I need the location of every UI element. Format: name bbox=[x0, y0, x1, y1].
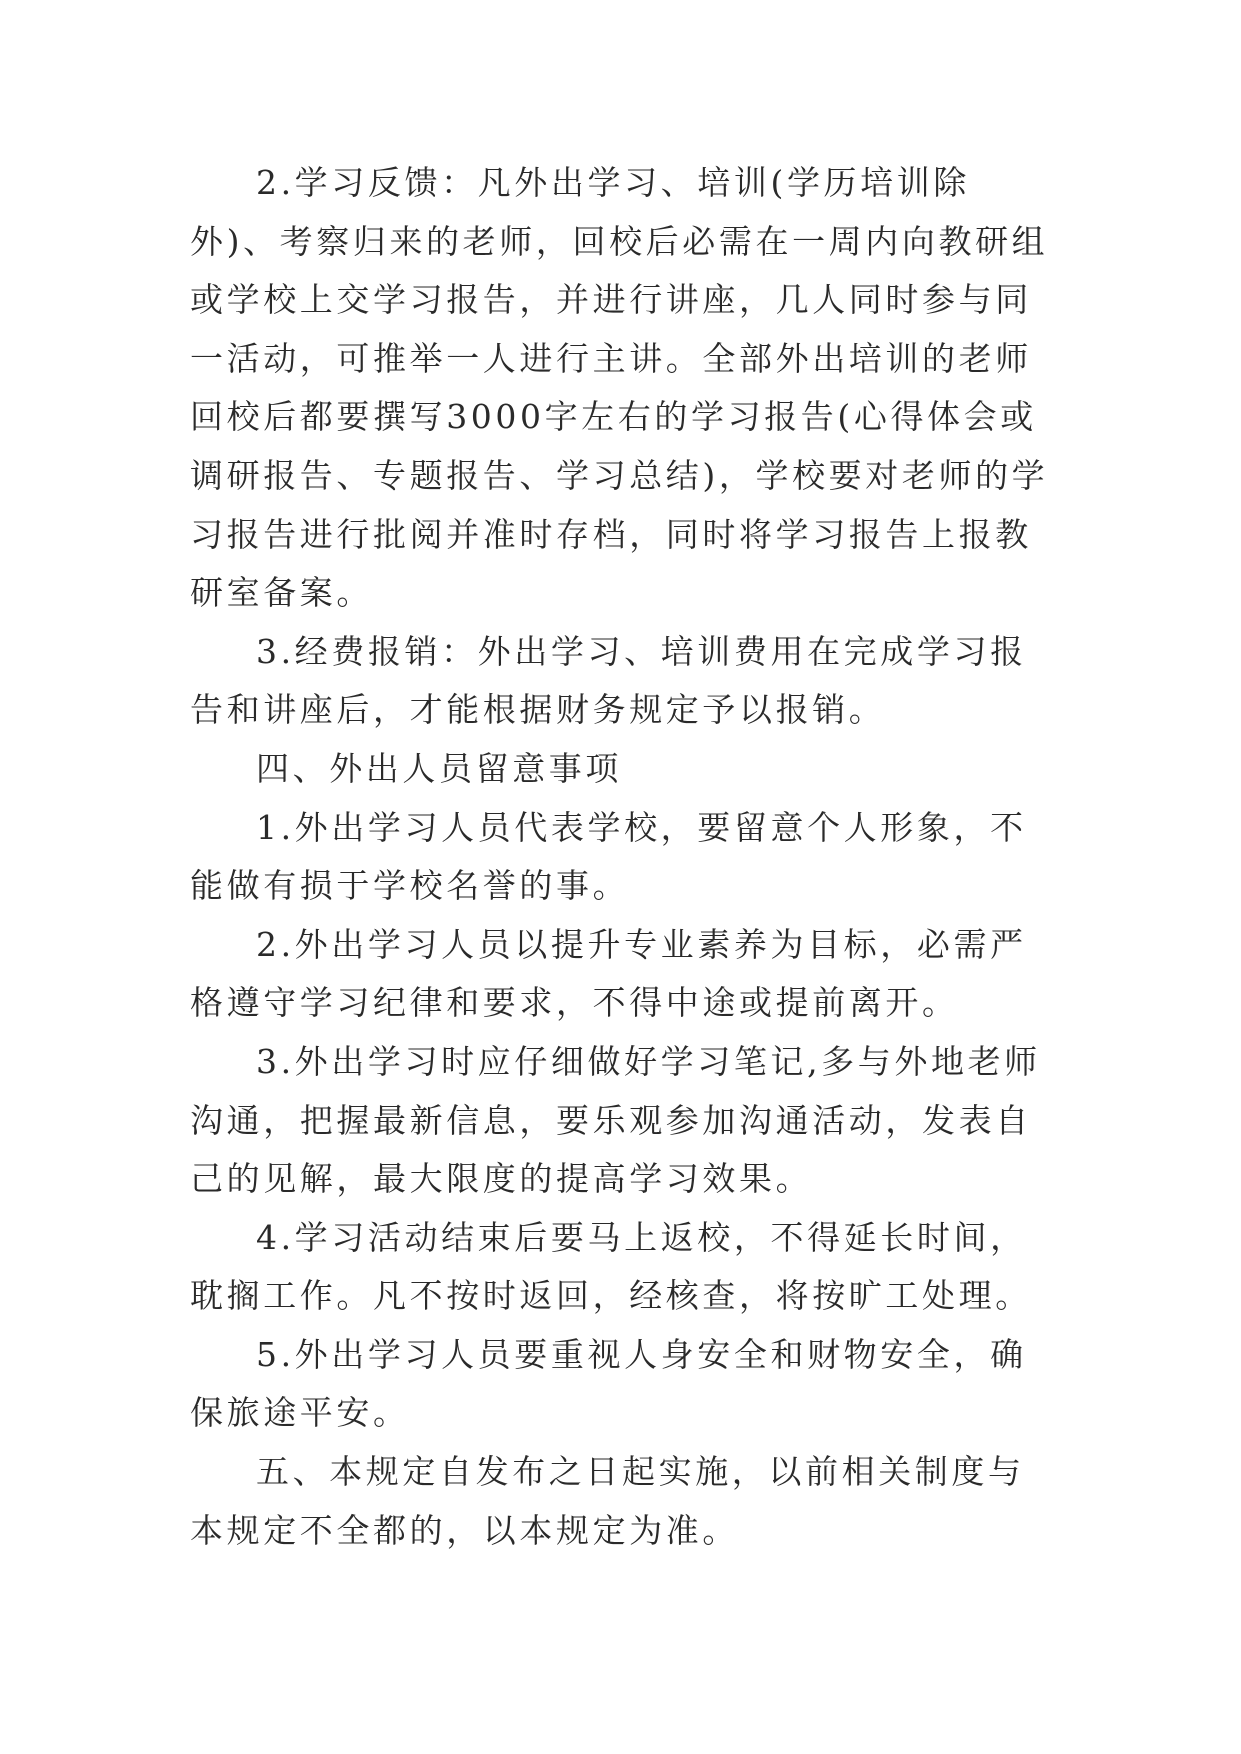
paragraph-note-3: 3.外出学习时应仔细做好学习笔记,多与外地老师沟通，把握最新信息，要乐观参加沟通活动，发表自己的见解，最大限度的提高学习效果。 bbox=[190, 1041, 1041, 1199]
section-heading-notes: 四、外出人员留意事项 bbox=[256, 748, 622, 788]
paragraph-learning-feedback: 2.学习反馈：凡外出学习、培训(学历培训除外)、考察归来的老师，回校后必需在一周内向教研组或学校上交学习报告，并进行讲座，几人同时参与同一活动，可推举一人进行主讲。全部外出培训的老师回校后都要撰写3000字左右的学习报告(心得体会或调研报告、专题报告、学习总结)，学校要对老师的学习报告进行批阅并准时存档，同时将学习报告上报教研室备案。 bbox=[190, 163, 1049, 613]
document-body bbox=[190, 154, 1050, 1560]
paragraph-note-4: 4.学习活动结束后要马上返校，不得延长时间，耽搁工作。凡不按时返回，经核查，将按旷工处理。 bbox=[190, 1217, 1032, 1316]
paragraph-note-2: 2.外出学习人员以提升专业素养为目标，必需严格遵守学习纪律和要求，不得中途或提前离开。 bbox=[190, 924, 1027, 1023]
paragraph-expense-reimbursement: 3.经费报销：外出学习、培训费用在完成学习报告和讲座后，才能根据财务规定予以报销。 bbox=[190, 631, 1027, 730]
paragraph-note-1: 1.外出学习人员代表学校，要留意个人形象，不能做有损于学校名誉的事。 bbox=[190, 807, 1027, 906]
paragraph-note-5: 5.外出学习人员要重视人身安全和财物安全，确保旅途平安。 bbox=[190, 1334, 1027, 1433]
paragraph-effective-date: 五、本规定自发布之日起实施，以前相关制度与本规定不全都的，以本规定为准。 bbox=[190, 1452, 1025, 1550]
